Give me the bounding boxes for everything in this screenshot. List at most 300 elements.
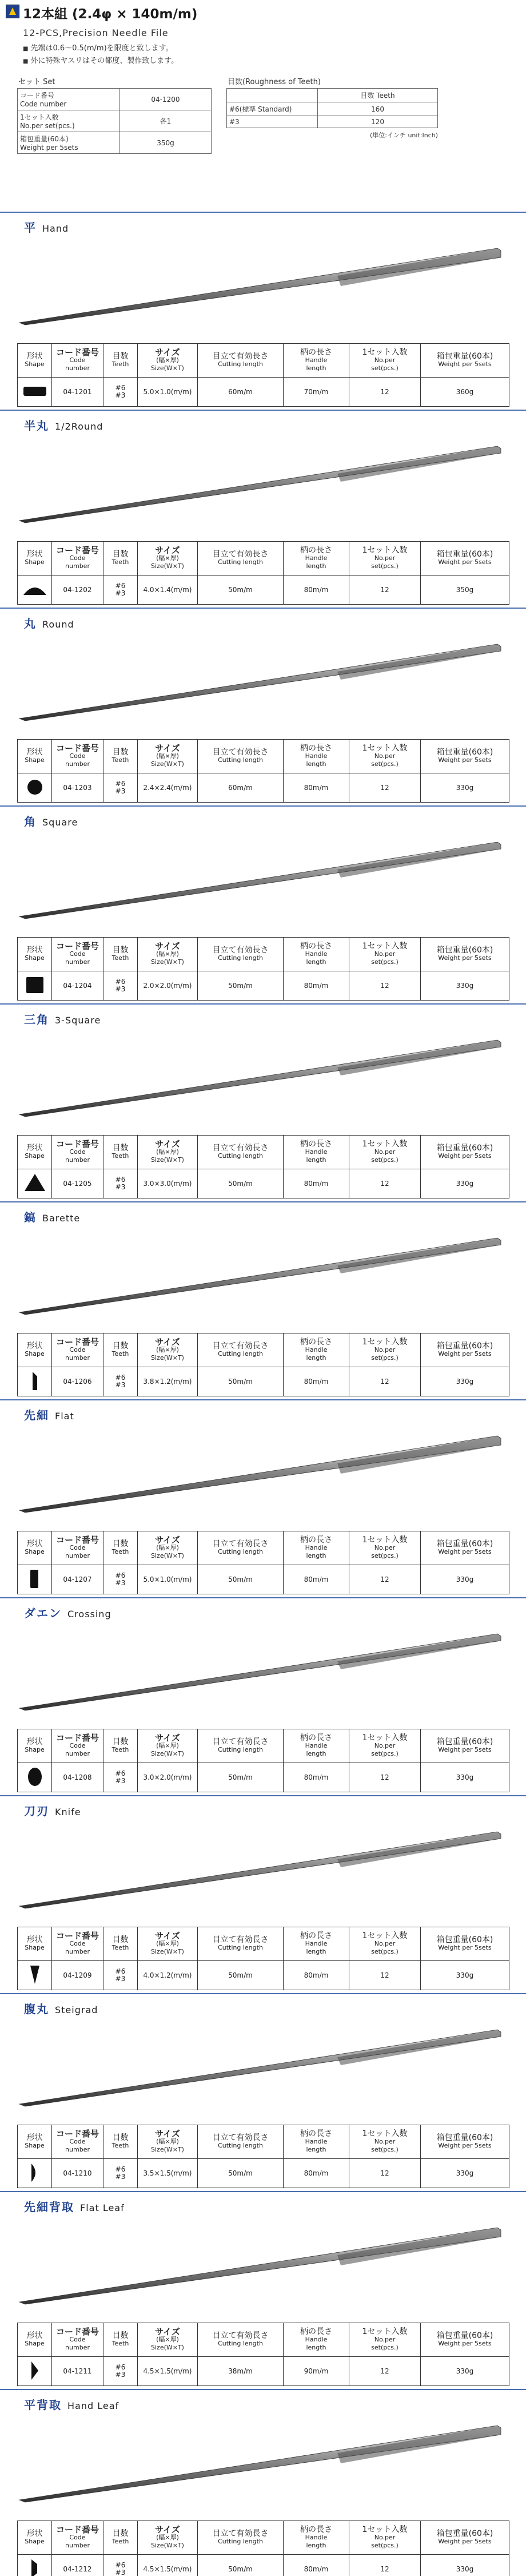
roughness-table xyxy=(226,88,438,128)
spec-header-row xyxy=(18,938,509,971)
shape-cell xyxy=(18,2159,52,2188)
shape-cell xyxy=(18,1763,52,1792)
code-header: コード番号 Code number xyxy=(52,2125,103,2159)
per-set-cell: 12 xyxy=(349,378,421,407)
set-label: 箱包重量(60本) Weight per 5sets xyxy=(18,132,120,154)
teeth-header: 目数 Teeth xyxy=(103,938,138,971)
weight-cell: 330g xyxy=(421,1367,509,1396)
file-body xyxy=(19,2426,501,2502)
weight-header: 箱包重量(60本) Weight per 5sets xyxy=(421,2323,509,2357)
cutting-header: 目立て有効長さ Cutting length xyxy=(198,542,284,575)
size-cell: 2.0×2.0(m/m) xyxy=(138,971,198,1001)
roughness-header-row xyxy=(227,89,438,102)
cutting-header: 目立て有効長さ Cutting length xyxy=(198,938,284,971)
teeth-header: 目数 Teeth xyxy=(103,2125,138,2159)
product-title xyxy=(24,219,69,235)
spec-header-row xyxy=(18,740,509,773)
handle-header: 柄の長さ Handle length xyxy=(284,1729,349,1763)
product-section xyxy=(0,2389,526,2576)
spec-table xyxy=(17,1333,509,1396)
size-cell: 3.5×1.5(m/m) xyxy=(138,2159,198,2188)
code-header: コード番号 Code number xyxy=(52,1531,103,1565)
weight-cell: 330g xyxy=(421,2555,509,2576)
roughness-block xyxy=(226,76,438,154)
product-section xyxy=(0,1003,526,1201)
needle-file-image xyxy=(17,1225,509,1317)
spec-table xyxy=(17,541,509,605)
handle-header: 柄の長さ Handle length xyxy=(284,1136,349,1169)
size-cell: 3.0×2.0(m/m) xyxy=(138,1763,198,1792)
per-set-header: 1セット入数 No.per set(pcs.) xyxy=(349,2125,421,2159)
cutting-cell: 50m/m xyxy=(198,575,284,605)
per-set-cell: 12 xyxy=(349,1367,421,1396)
shape-cell xyxy=(18,2555,52,2576)
file-handle xyxy=(337,2030,501,2065)
size-cell: 2.4×2.4(m/m) xyxy=(138,773,198,803)
product-section xyxy=(0,1399,526,1597)
cutting-cell: 38m/m xyxy=(198,2357,284,2386)
spec-data-row xyxy=(18,773,509,803)
roughness-row xyxy=(227,102,438,116)
product-name-jp: 三角 xyxy=(24,1013,49,1026)
file-body xyxy=(19,1238,501,1315)
product-section xyxy=(0,1795,526,1993)
code-cell: 04-1212 xyxy=(52,2555,103,2576)
size-header: サイズ (幅×厚) Size(W×T) xyxy=(138,344,198,378)
needle-file-image xyxy=(17,2413,509,2504)
cross-section-icon xyxy=(22,777,47,797)
product-name-en: Hand Leaf xyxy=(67,2400,119,2411)
handle-header: 柄の長さ Handle length xyxy=(284,938,349,971)
teeth-cell: #6 #3 xyxy=(103,1367,138,1396)
code-header: コード番号 Code number xyxy=(52,542,103,575)
code-header: コード番号 Code number xyxy=(52,344,103,378)
product-name-en: 3-Square xyxy=(55,1015,101,1026)
size-cell: 4.0×1.4(m/m) xyxy=(138,575,198,605)
set-label: コード番号 Code number xyxy=(18,89,120,110)
file-handle xyxy=(337,1634,501,1669)
teeth-cell: #6 #3 xyxy=(103,773,138,803)
per-set-header: 1セット入数 No.per set(pcs.) xyxy=(349,740,421,773)
code-cell: 04-1205 xyxy=(52,1169,103,1198)
roughness-label: #6(標準 Standard) xyxy=(227,102,318,116)
teeth-header: 目数 Teeth xyxy=(103,1136,138,1169)
code-cell: 04-1208 xyxy=(52,1763,103,1792)
product-name-jp: 角 xyxy=(24,815,37,828)
code-cell: 04-1201 xyxy=(52,378,103,407)
teeth-header: 目数 Teeth xyxy=(103,2521,138,2555)
spec-data-row xyxy=(18,971,509,1001)
cross-section-icon xyxy=(22,1569,47,1589)
spec-header-row xyxy=(18,2521,509,2555)
file-handle xyxy=(337,446,501,482)
spec-table xyxy=(17,1927,509,1990)
product-title xyxy=(24,2396,119,2412)
file-handle xyxy=(337,2426,501,2463)
teeth-header: 目数 Teeth xyxy=(103,2323,138,2357)
weight-cell: 330g xyxy=(421,1169,509,1198)
spec-table xyxy=(17,2125,509,2188)
roughness-header: 目数 Teeth xyxy=(318,89,438,102)
teeth-cell: #6 #3 xyxy=(103,1565,138,1594)
file-handle xyxy=(337,842,501,878)
product-section xyxy=(0,410,526,608)
product-title xyxy=(24,812,78,829)
needle-file-image xyxy=(17,434,509,525)
shape-header: 形状 Shape xyxy=(18,740,52,773)
spec-header-row xyxy=(18,344,509,378)
per-set-cell: 12 xyxy=(349,773,421,803)
handle-cell: 80m/m xyxy=(284,2555,349,2576)
spec-data-row xyxy=(18,1565,509,1594)
needle-file-image xyxy=(17,632,509,723)
product-name-jp: 平背取 xyxy=(24,2398,62,2412)
weight-header: 箱包重量(60本) Weight per 5sets xyxy=(421,542,509,575)
cross-section-icon xyxy=(22,975,47,995)
size-header: サイズ (幅×厚) Size(W×T) xyxy=(138,1729,198,1763)
size-cell: 5.0×1.0(m/m) xyxy=(138,378,198,407)
needle-file-image xyxy=(17,1819,509,1911)
handle-cell: 80m/m xyxy=(284,1565,349,1594)
weight-cell: 330g xyxy=(421,971,509,1001)
per-set-header: 1セット入数 No.per set(pcs.) xyxy=(349,2521,421,2555)
cutting-cell: 50m/m xyxy=(198,2555,284,2576)
cross-section-icon xyxy=(22,1371,47,1391)
cutting-header: 目立て有効長さ Cutting length xyxy=(198,344,284,378)
spec-data-row xyxy=(18,378,509,407)
handle-header: 柄の長さ Handle length xyxy=(284,2125,349,2159)
cutting-cell: 50m/m xyxy=(198,1169,284,1198)
set-label: 1セット入数 No.per set(pcs.) xyxy=(18,110,120,132)
spec-data-row xyxy=(18,575,509,605)
product-name-jp: 刀刃 xyxy=(24,1804,49,1818)
product-name-jp: 腹丸 xyxy=(24,2002,49,2016)
file-handle xyxy=(337,2228,501,2265)
cutting-cell: 50m/m xyxy=(198,1565,284,1594)
spec-data-row xyxy=(18,1961,509,1990)
teeth-header: 目数 Teeth xyxy=(103,740,138,773)
per-set-header: 1セット入数 No.per set(pcs.) xyxy=(349,938,421,971)
product-name-jp: 鎬 xyxy=(24,1210,37,1224)
size-header: サイズ (幅×厚) Size(W×T) xyxy=(138,2323,198,2357)
handle-header: 柄の長さ Handle length xyxy=(284,2323,349,2357)
teeth-cell: #6 #3 xyxy=(103,2555,138,2576)
note-item: ■ 先端は0.6～0.5(m/m)を限度と致します。 xyxy=(23,42,526,53)
page-header xyxy=(0,0,526,22)
file-body xyxy=(19,1634,501,1710)
code-cell: 04-1203 xyxy=(52,773,103,803)
needle-file-image xyxy=(17,1621,509,1713)
teeth-header: 目数 Teeth xyxy=(103,1531,138,1565)
per-set-cell: 12 xyxy=(349,1763,421,1792)
code-header: コード番号 Code number xyxy=(52,740,103,773)
cutting-header: 目立て有効長さ Cutting length xyxy=(198,2125,284,2159)
spec-data-row xyxy=(18,2357,509,2386)
set-value: 350g xyxy=(120,132,212,154)
cutting-header: 目立て有効長さ Cutting length xyxy=(198,1136,284,1169)
file-body xyxy=(19,1040,501,1117)
shape-header: 形状 Shape xyxy=(18,1729,52,1763)
spec-table xyxy=(17,2323,509,2386)
code-cell: 04-1209 xyxy=(52,1961,103,1990)
size-header: サイズ (幅×厚) Size(W×T) xyxy=(138,1136,198,1169)
set-value: 04-1200 xyxy=(120,89,212,110)
roughness-value: 120 xyxy=(318,116,438,128)
note-item: ■ 外に特殊ヤスリはその都度、製作致します。 xyxy=(23,54,526,65)
weight-cell: 360g xyxy=(421,378,509,407)
per-set-cell: 12 xyxy=(349,575,421,605)
cross-section-icon xyxy=(22,579,47,600)
spec-table xyxy=(17,937,509,1001)
per-set-header: 1セット入数 No.per set(pcs.) xyxy=(349,1927,421,1961)
spec-data-row xyxy=(18,2159,509,2188)
shape-cell xyxy=(18,378,52,407)
code-cell: 04-1207 xyxy=(52,1565,103,1594)
size-header: サイズ (幅×厚) Size(W×T) xyxy=(138,1333,198,1367)
per-set-cell: 12 xyxy=(349,1565,421,1594)
cross-section-icon xyxy=(22,2558,47,2576)
cross-section-shape xyxy=(27,780,42,795)
product-name-en: Round xyxy=(42,619,74,630)
size-header: サイズ (幅×厚) Size(W×T) xyxy=(138,740,198,773)
shape-header: 形状 Shape xyxy=(18,542,52,575)
file-handle xyxy=(337,644,501,680)
needle-file-image xyxy=(17,236,509,327)
weight-header: 箱包重量(60本) Weight per 5sets xyxy=(421,344,509,378)
product-title xyxy=(24,1604,111,1621)
weight-cell: 330g xyxy=(421,2357,509,2386)
handle-header: 柄の長さ Handle length xyxy=(284,2521,349,2555)
size-header: サイズ (幅×厚) Size(W×T) xyxy=(138,1927,198,1961)
shape-cell xyxy=(18,773,52,803)
code-header: コード番号 Code number xyxy=(52,1729,103,1763)
spec-table xyxy=(17,1531,509,1594)
size-cell: 3.8×1.2(m/m) xyxy=(138,1367,198,1396)
cutting-header: 目立て有効長さ Cutting length xyxy=(198,2323,284,2357)
cutting-header: 目立て有効長さ Cutting length xyxy=(198,1333,284,1367)
per-set-cell: 12 xyxy=(349,1961,421,1990)
cutting-header: 目立て有効長さ Cutting length xyxy=(198,2521,284,2555)
shape-header: 形状 Shape xyxy=(18,1333,52,1367)
needle-file-image xyxy=(17,2215,509,2307)
size-cell: 4.5×1.5(m/m) xyxy=(138,2357,198,2386)
spec-header-row xyxy=(18,1333,509,1367)
per-set-header: 1セット入数 No.per set(pcs.) xyxy=(349,542,421,575)
product-name-jp: 先細背取 xyxy=(24,2200,74,2214)
product-section xyxy=(0,1993,526,2191)
code-cell: 04-1210 xyxy=(52,2159,103,2188)
per-set-header: 1セット入数 No.per set(pcs.) xyxy=(349,1729,421,1763)
spec-table xyxy=(17,343,509,407)
handle-cell: 80m/m xyxy=(284,1763,349,1792)
product-name-jp: 半丸 xyxy=(24,419,49,432)
file-body xyxy=(19,644,501,721)
roughness-value: 160 xyxy=(318,102,438,116)
code-header: コード番号 Code number xyxy=(52,1136,103,1169)
set-title: セット Set xyxy=(18,78,55,86)
product-name-en: Crossing xyxy=(67,1609,111,1620)
cutting-header: 目立て有効長さ Cutting length xyxy=(198,1729,284,1763)
teeth-header: 目数 Teeth xyxy=(103,1729,138,1763)
per-set-header: 1セット入数 No.per set(pcs.) xyxy=(349,344,421,378)
spec-header-row xyxy=(18,542,509,575)
weight-header: 箱包重量(60本) Weight per 5sets xyxy=(421,1729,509,1763)
handle-cell: 80m/m xyxy=(284,1367,349,1396)
cross-section-shape xyxy=(30,1966,39,1984)
per-set-header: 1セット入数 No.per set(pcs.) xyxy=(349,2323,421,2357)
cross-section-icon xyxy=(22,1964,47,1985)
cross-section-icon xyxy=(22,2360,47,2381)
weight-header: 箱包重量(60本) Weight per 5sets xyxy=(421,1136,509,1169)
shape-header: 形状 Shape xyxy=(18,2323,52,2357)
code-header: コード番号 Code number xyxy=(52,1927,103,1961)
spec-table xyxy=(17,739,509,803)
product-name-en: Flat xyxy=(55,1411,74,1422)
shape-header: 形状 Shape xyxy=(18,344,52,378)
handle-cell: 80m/m xyxy=(284,773,349,803)
shape-cell xyxy=(18,1169,52,1198)
weight-header: 箱包重量(60本) Weight per 5sets xyxy=(421,1333,509,1367)
cutting-cell: 60m/m xyxy=(198,773,284,803)
handle-header: 柄の長さ Handle length xyxy=(284,740,349,773)
code-cell: 04-1204 xyxy=(52,971,103,1001)
shape-header: 形状 Shape xyxy=(18,938,52,971)
set-row xyxy=(18,110,212,132)
spec-data-row xyxy=(18,1367,509,1396)
weight-header: 箱包重量(60本) Weight per 5sets xyxy=(421,2125,509,2159)
cross-section-shape xyxy=(33,1372,37,1390)
handle-header: 柄の長さ Handle length xyxy=(284,1333,349,1367)
product-section xyxy=(0,212,526,410)
file-handle xyxy=(337,1238,501,1273)
handle-cell: 80m/m xyxy=(284,2159,349,2188)
shape-cell xyxy=(18,575,52,605)
cutting-header: 目立て有効長さ Cutting length xyxy=(198,740,284,773)
product-section xyxy=(0,1201,526,1399)
handle-header: 柄の長さ Handle length xyxy=(284,1531,349,1565)
teeth-cell: #6 #3 xyxy=(103,575,138,605)
code-header: コード番号 Code number xyxy=(52,2521,103,2555)
size-header: サイズ (幅×厚) Size(W×T) xyxy=(138,1531,198,1565)
cross-section-icon xyxy=(22,1173,47,1193)
handle-cell: 80m/m xyxy=(284,1961,349,1990)
needle-file-image xyxy=(17,829,509,921)
spec-table xyxy=(17,1135,509,1198)
teeth-cell: #6 #3 xyxy=(103,1169,138,1198)
spec-header-row xyxy=(18,1531,509,1565)
product-name-en: Barette xyxy=(42,1213,81,1224)
handle-header: 柄の長さ Handle length xyxy=(284,542,349,575)
cutting-cell: 50m/m xyxy=(198,2159,284,2188)
spec-data-row xyxy=(18,1169,509,1198)
product-section xyxy=(0,2191,526,2389)
product-title xyxy=(24,1802,81,1819)
page-title: 12本組 (2.4φ × 140m/m) xyxy=(23,7,198,22)
weight-cell: 330g xyxy=(421,2159,509,2188)
shape-header: 形状 Shape xyxy=(18,1136,52,1169)
spec-header-row xyxy=(18,1729,509,1763)
shape-cell xyxy=(18,2357,52,2386)
per-set-header: 1セット入数 No.per set(pcs.) xyxy=(349,1333,421,1367)
teeth-header: 目数 Teeth xyxy=(103,344,138,378)
cutting-cell: 50m/m xyxy=(198,971,284,1001)
roughness-title: 目数(Roughness of Teeth) xyxy=(228,78,321,86)
file-body xyxy=(19,248,501,325)
product-section xyxy=(0,608,526,805)
cross-section-shape xyxy=(28,1768,42,1786)
product-name-en: 1/2Round xyxy=(55,421,103,432)
size-header: サイズ (幅×厚) Size(W×T) xyxy=(138,2125,198,2159)
code-header: コード番号 Code number xyxy=(52,2323,103,2357)
file-handle xyxy=(337,248,501,286)
per-set-cell: 12 xyxy=(349,2159,421,2188)
set-block xyxy=(17,76,212,154)
per-set-header: 1セット入数 No.per set(pcs.) xyxy=(349,1531,421,1565)
file-body xyxy=(19,2228,501,2304)
size-cell: 3.0×3.0(m/m) xyxy=(138,1169,198,1198)
product-title xyxy=(24,1010,101,1027)
teeth-cell: #6 #3 xyxy=(103,1961,138,1990)
shape-header: 形状 Shape xyxy=(18,1531,52,1565)
cross-section-shape xyxy=(25,1174,45,1191)
product-name-en: Flat Leaf xyxy=(80,2202,125,2213)
product-name-en: Steigrad xyxy=(55,2005,98,2015)
weight-cell: 330g xyxy=(421,1763,509,1792)
needle-file-image xyxy=(17,2017,509,2109)
cross-section-shape xyxy=(23,588,46,595)
product-section xyxy=(0,1597,526,1795)
code-cell: 04-1206 xyxy=(52,1367,103,1396)
product-title xyxy=(24,416,103,433)
spec-table xyxy=(17,1729,509,1792)
weight-header: 箱包重量(60本) Weight per 5sets xyxy=(421,740,509,773)
product-list xyxy=(0,212,526,2576)
shape-cell xyxy=(18,1961,52,1990)
per-set-header: 1セット入数 No.per set(pcs.) xyxy=(349,1136,421,1169)
spec-data-row xyxy=(18,1763,509,1792)
set-row xyxy=(18,89,212,110)
unit-note: (単位:インチ unit:Inch) xyxy=(369,132,438,139)
cross-section-icon xyxy=(22,1767,47,1787)
size-cell: 4.0×1.2(m/m) xyxy=(138,1961,198,1990)
set-row xyxy=(18,132,212,154)
shape-cell xyxy=(18,1367,52,1396)
file-handle xyxy=(337,1436,501,1474)
cross-section-shape xyxy=(23,387,46,396)
spec-header-row xyxy=(18,2125,509,2159)
weight-cell: 330g xyxy=(421,1961,509,1990)
cross-section-shape xyxy=(30,1570,38,1588)
per-set-cell: 12 xyxy=(349,2555,421,2576)
product-title xyxy=(24,2198,125,2214)
cutting-header: 目立て有効長さ Cutting length xyxy=(198,1927,284,1961)
product-name-jp: ダエン xyxy=(24,1606,62,1620)
weight-header: 箱包重量(60本) Weight per 5sets xyxy=(421,1927,509,1961)
roughness-label: #3 xyxy=(227,116,318,128)
teeth-cell: #6 #3 xyxy=(103,378,138,407)
needle-file-image xyxy=(17,1423,509,1515)
cutting-cell: 50m/m xyxy=(198,1367,284,1396)
per-set-cell: 12 xyxy=(349,971,421,1001)
set-value: 各1 xyxy=(120,110,212,132)
shape-header: 形状 Shape xyxy=(18,2521,52,2555)
notes-list xyxy=(23,42,526,65)
size-header: サイズ (幅×厚) Size(W×T) xyxy=(138,2521,198,2555)
handle-cell: 70m/m xyxy=(284,378,349,407)
weight-cell: 350g xyxy=(421,575,509,605)
teeth-cell: #6 #3 xyxy=(103,971,138,1001)
weight-cell: 330g xyxy=(421,773,509,803)
